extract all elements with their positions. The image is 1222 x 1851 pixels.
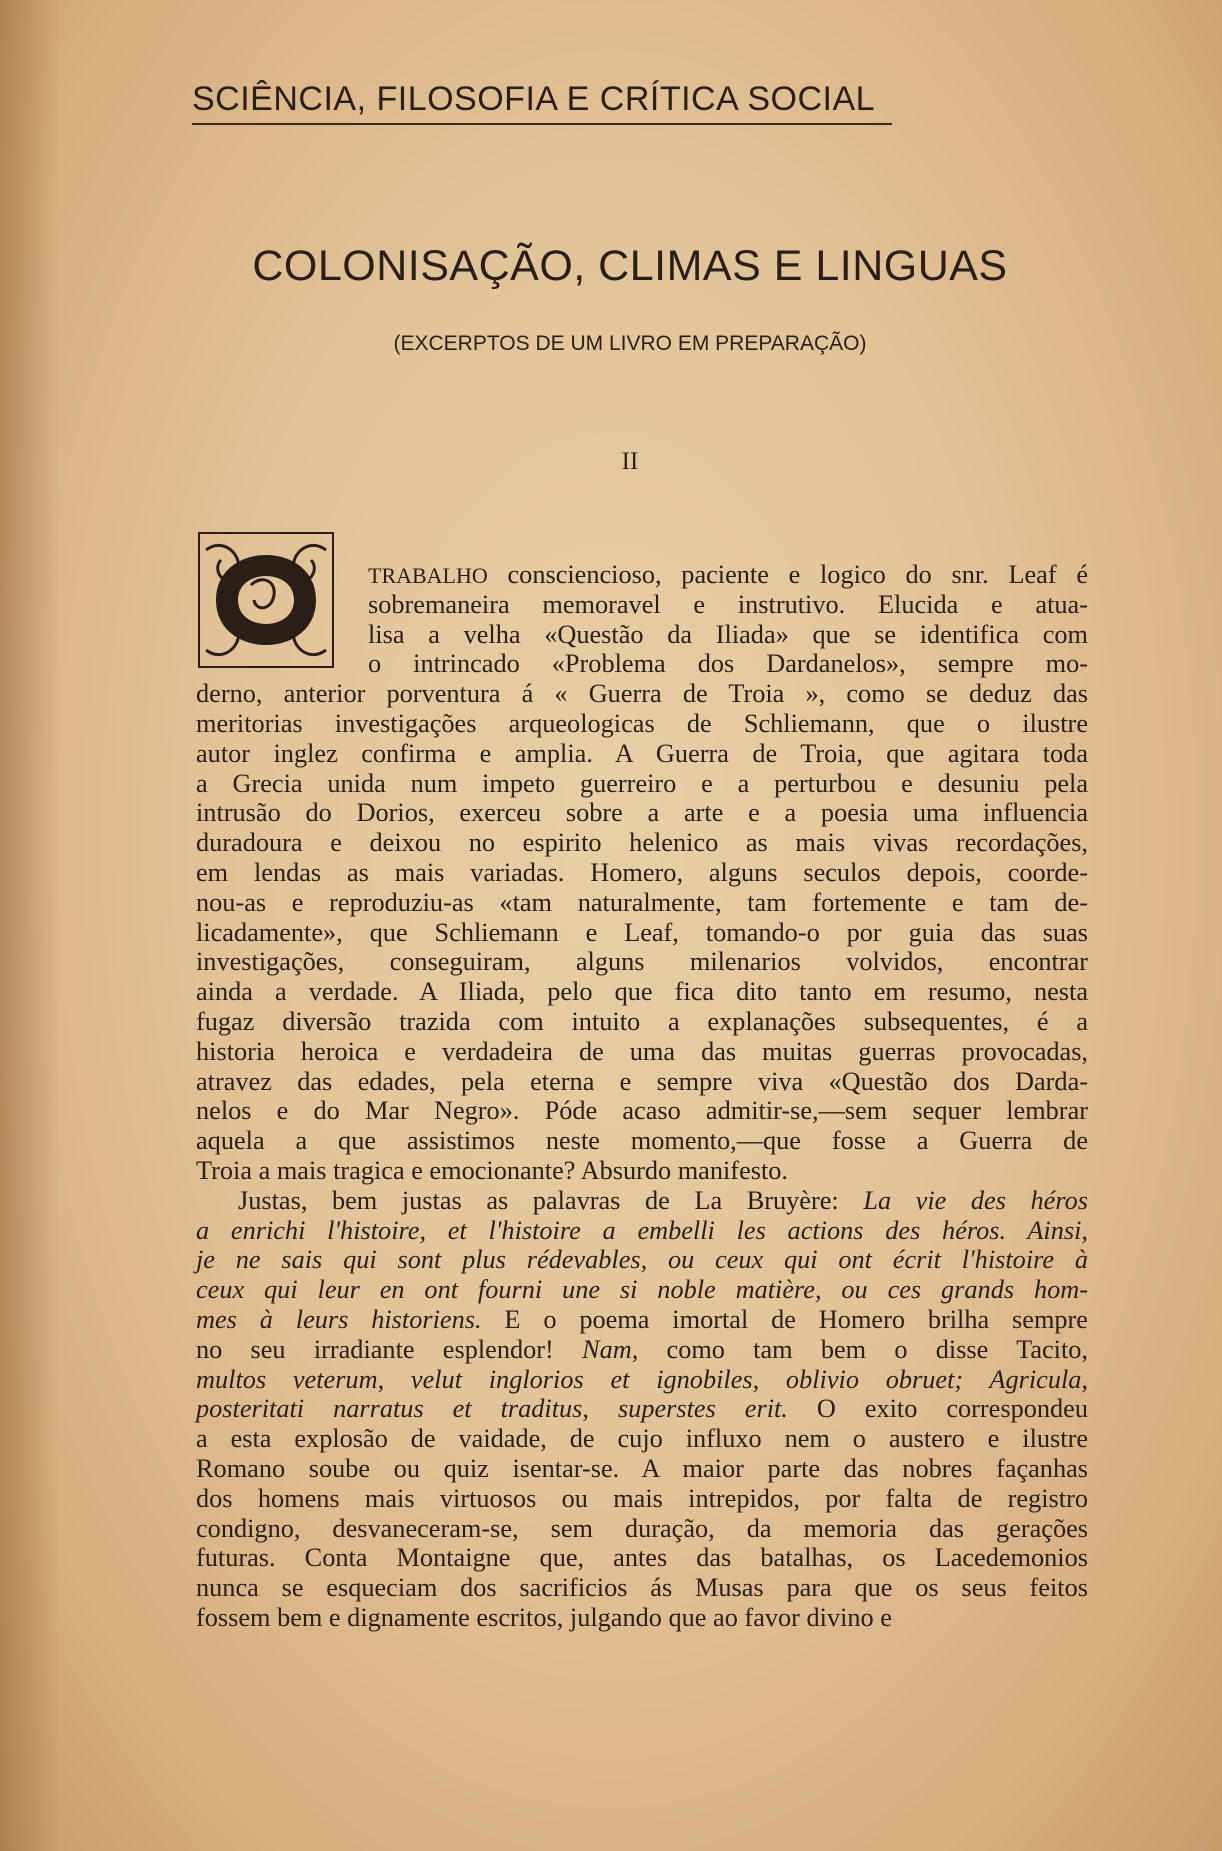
line-text: Troia a mais tragica e emocionante? Absurdo manifesto. — [196, 1155, 789, 1185]
text-line — [196, 1365, 1088, 1395]
line-text: consciencioso, paciente e logico do snr. Leaf é — [487, 560, 1088, 589]
italic-text: multos veterum, velut inglorios et ignobiles, oblivio obruet; Agricula, — [196, 1364, 1088, 1394]
line-text: O exito correspondeu — [787, 1394, 1088, 1424]
text-line — [196, 649, 1088, 679]
text-line — [196, 679, 1088, 709]
line-text: no seu irradiante esplendor! — [196, 1334, 583, 1364]
text-line — [196, 1156, 1088, 1186]
text-line — [196, 918, 1088, 948]
line-text: atravez das edades, pela eterna e sempre viva «Questão dos Darda- — [196, 1066, 1088, 1096]
text-line — [196, 739, 1088, 769]
line-text: duradoura e deixou no espirito helenico as mais vivas recordações, — [196, 828, 1088, 858]
line-text: futuras. Conta Montaigne que, antes das batalhas, os Lacedemonios — [196, 1543, 1088, 1573]
text-line — [196, 1484, 1088, 1514]
line-text: fossem bem e dignamente escritos, julgando que ao favor divino e — [196, 1602, 892, 1632]
section-header: SCIÊNCIA, FILOSOFIA E CRÍTICA SOCIAL — [192, 80, 892, 125]
line-text: dos homens mais virtuosos ou mais intrepidos, por falta de registro — [196, 1483, 1088, 1513]
text-line — [196, 709, 1088, 739]
text-line — [196, 1543, 1088, 1573]
text-line — [196, 1305, 1088, 1335]
line-text: condigno, desvaneceram-se, sem duração, da memoria das gerações — [196, 1513, 1088, 1543]
line-text: nelos e do Mar Negro». Póde acaso admitir-se,—sem sequer lembrar — [196, 1096, 1088, 1126]
dropcap-letter: O — [266, 615, 267, 616]
line-text: a Grecia unida num impeto guerreiro e a perturbou e desuniu pela — [196, 768, 1088, 798]
text-line — [196, 1126, 1088, 1156]
line-text: meritorias investigações arqueologicas de Schliemann, que o ilustre — [196, 708, 1088, 738]
text-line — [196, 1454, 1088, 1484]
line-text: fugaz diversão trazida com intuito a explanações subsequentes, é a — [196, 1006, 1088, 1036]
article-subtitle: (EXCERPTOS DE UM LIVRO EM PREPARAÇÃO) — [393, 332, 867, 355]
text-line — [196, 769, 1088, 799]
line-text: Romano soube ou quiz isentar-se. A maior parte das nobres façanhas — [196, 1453, 1088, 1483]
line-text: investigações, conseguiram, alguns milenarios volvidos, encontrar — [196, 947, 1088, 977]
line-text: nunca se esqueciam dos sacrificios ás Musas para que os seus feitos — [196, 1573, 1088, 1603]
text-line — [196, 1216, 1088, 1246]
line-text: o intrincado «Problema dos Dardanelos», sempre mo- — [368, 649, 1088, 679]
line-text: historia heroica e verdadeira de uma das muitas guerras provocadas, — [196, 1036, 1088, 1066]
text-line — [196, 1335, 1088, 1365]
body-text — [196, 560, 1088, 1633]
text-line — [196, 1096, 1088, 1126]
text-line — [196, 560, 1088, 590]
text-line — [196, 1603, 1088, 1633]
line-text: E o poema imortal de Homero brilha sempre — [481, 1304, 1088, 1334]
line-text: nou-as e reproduziu-as «tam naturalmente, tam fortemente e tam de- — [196, 887, 1088, 917]
text-line — [196, 1007, 1088, 1037]
italic-text: mes à leurs historiens. — [196, 1304, 482, 1334]
text-line — [196, 1245, 1088, 1275]
italic-text: posteritati narratus et traditus, superstes erit. — [196, 1394, 788, 1424]
text-line — [196, 1067, 1088, 1097]
line-text: lisa a velha «Questão da Iliada» que se identifica com — [368, 619, 1088, 649]
line-text: sobremaneira memoravel e instrutivo. Elucida e atua- — [368, 589, 1088, 619]
section-numeral: II — [621, 448, 639, 475]
text-line — [196, 798, 1088, 828]
text-line — [196, 1514, 1088, 1544]
text-line — [196, 977, 1088, 1007]
small-caps-text: TRABALHO — [368, 563, 488, 588]
text-line — [196, 1186, 1088, 1216]
line-text: ainda a verdade. A Iliada, pelo que fica dito tanto em resumo, nesta — [196, 977, 1088, 1007]
line-text: autor inglez confirma e amplia. A Guerra de Troia, que agitara toda — [196, 738, 1088, 768]
italic-text: ceux qui leur en ont fourni une si noble matière, ou ces grands hom- — [196, 1275, 1088, 1305]
text-line — [196, 620, 1088, 650]
text-line — [196, 858, 1088, 888]
text-line — [196, 1573, 1088, 1603]
page-edge-shadow — [0, 0, 60, 1851]
text-line — [196, 1424, 1088, 1454]
text-line — [196, 888, 1088, 918]
text-line — [196, 1394, 1088, 1424]
line-text: derno, anterior porventura á « Guerra de Troia », como se deduz das — [196, 679, 1088, 709]
article-title: COLONISAÇÃO, CLIMAS E LINGUAS — [252, 242, 1008, 290]
line-text: Justas, bem justas as palavras de La Bruyère: — [238, 1185, 864, 1215]
line-text: a esta explosão de vaidade, de cujo influxo nem o austero e ilustre — [196, 1424, 1088, 1454]
italic-text: La vie des héros — [863, 1185, 1088, 1215]
line-text: intrusão do Dorios, exerceu sobre a arte e a poesia uma influencia — [196, 798, 1088, 828]
italic-text: Nam, — [582, 1334, 639, 1364]
line-text: em lendas as mais variadas. Homero, alguns seculos depois, coorde- — [196, 857, 1088, 887]
italic-text: je ne sais qui sont plus rédevables, ou ceux qui ont écrit l'histoire à — [196, 1245, 1088, 1275]
italic-text: a enrichi l'histoire, et l'histoire a embelli les actions des héros. Ainsi, — [196, 1215, 1088, 1245]
text-line — [196, 828, 1088, 858]
line-text: licadamente», que Schliemann e Leaf, tomando-o por guia das suas — [196, 917, 1088, 947]
line-text: aquela a que assistimos neste momento,—que fosse a Guerra de — [196, 1126, 1088, 1156]
text-line — [196, 1275, 1088, 1305]
text-line — [196, 1037, 1088, 1067]
text-line — [196, 947, 1088, 977]
line-text: como tam bem o disse Tacito, — [638, 1334, 1089, 1364]
text-line — [196, 590, 1088, 620]
